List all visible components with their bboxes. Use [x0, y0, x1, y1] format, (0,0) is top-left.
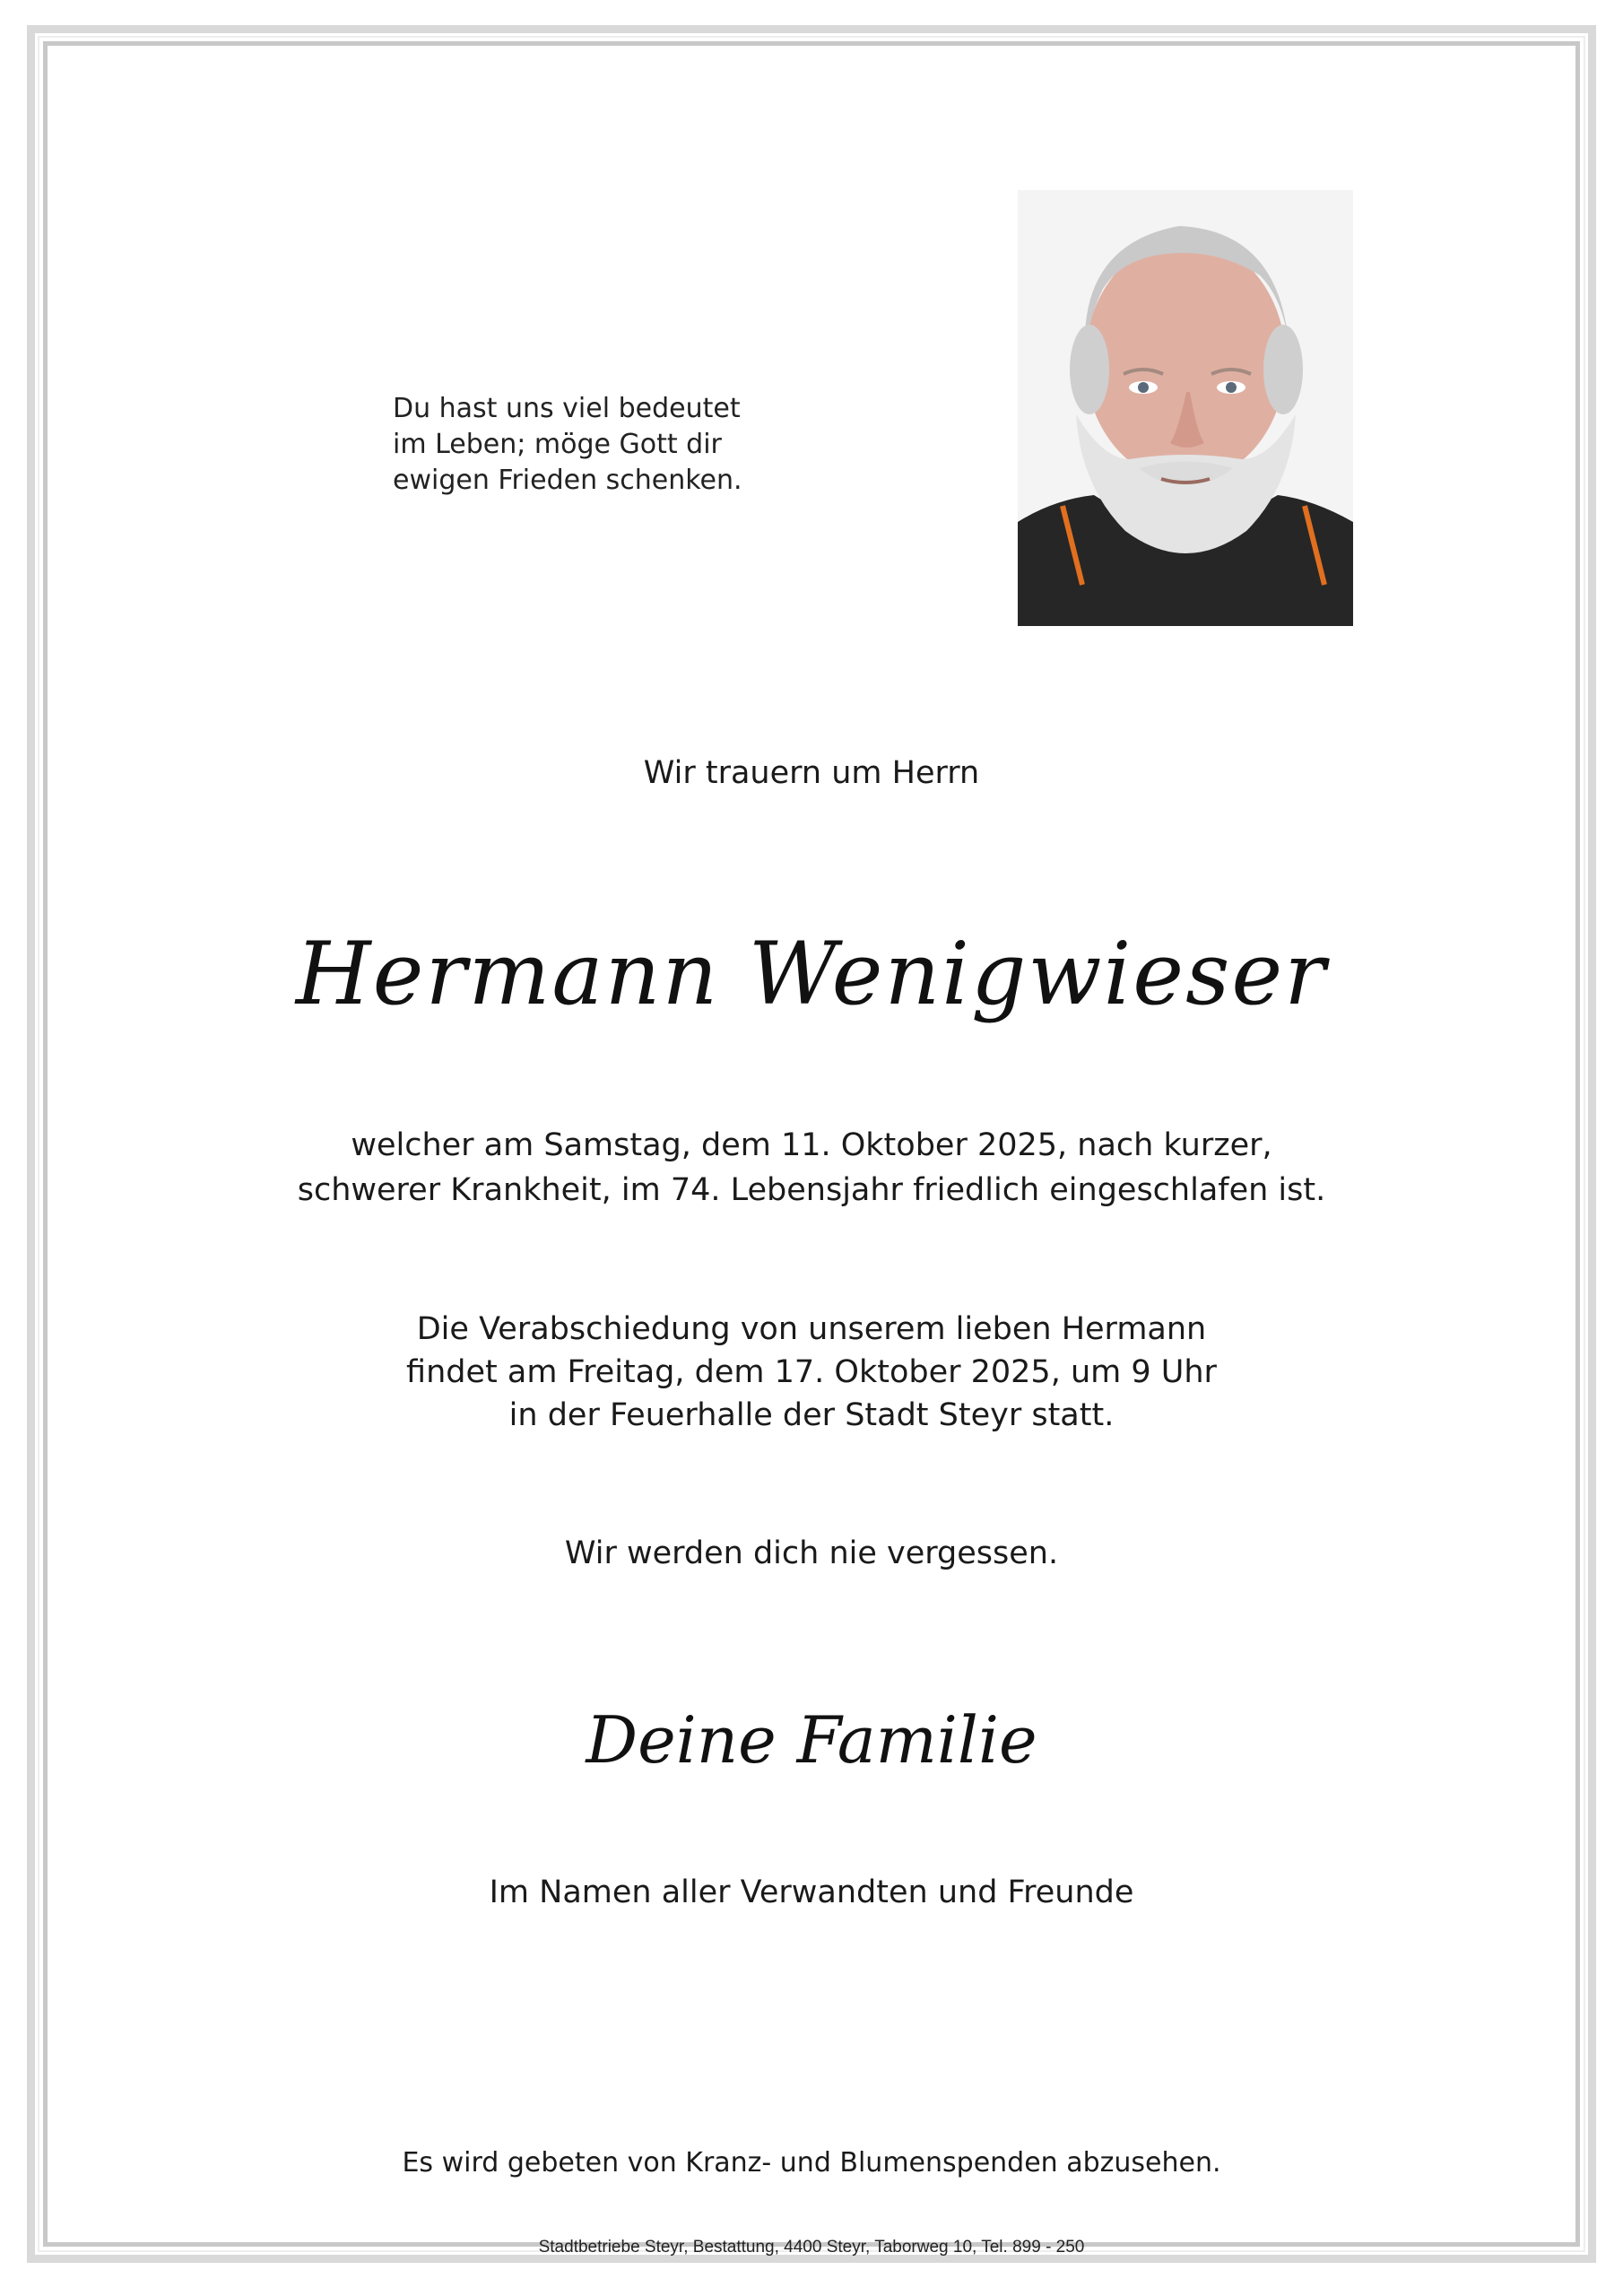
- deceased-portrait-photo: [1018, 190, 1353, 626]
- intro-line: Wir trauern um Herrn: [643, 755, 980, 791]
- family-signature: Deine Familie: [586, 1702, 1037, 1778]
- memorial-verse: [393, 391, 823, 499]
- funeral-home-imprint: Stadtbetriebe Steyr, Bestattung, 4400 Steyr, Taborweg 10, Tel. 899 - 250: [538, 2238, 1085, 2257]
- flower-request-note: Es wird gebeten von Kranz- und Blumenspenden abzusehen.: [402, 2147, 1221, 2179]
- portrait-illustration: [1018, 190, 1353, 626]
- verse-line: ewigen Frieden schenken.: [393, 465, 742, 496]
- relatives-line: Im Namen aller Verwandten und Freunde: [489, 1874, 1134, 1910]
- never-forget-line: Wir werden dich nie vergessen.: [564, 1535, 1059, 1571]
- ceremony-line: Die Verabschiedung von unserem lieben Hermann: [416, 1311, 1207, 1347]
- verse-line: Du hast uns viel bedeutet: [393, 393, 741, 424]
- verse-line: im Leben; möge Gott dir: [393, 429, 722, 460]
- death-notice-text: [0, 1123, 1623, 1213]
- death-notice-line: welcher am Samstag, dem 11. Oktober 2025, nach kurzer,: [351, 1127, 1272, 1163]
- ceremony-line: findet am Freitag, dem 17. Oktober 2025, um 9 Uhr: [406, 1354, 1217, 1390]
- ceremony-line: in der Feuerhalle der Stadt Steyr statt.: [508, 1397, 1115, 1433]
- death-notice-line: schwerer Krankheit, im 74. Lebensjahr friedlich eingeschlafen ist.: [297, 1172, 1326, 1208]
- deceased-name: Hermann Wenigwieser: [295, 924, 1328, 1024]
- ceremony-details: [0, 1308, 1623, 1437]
